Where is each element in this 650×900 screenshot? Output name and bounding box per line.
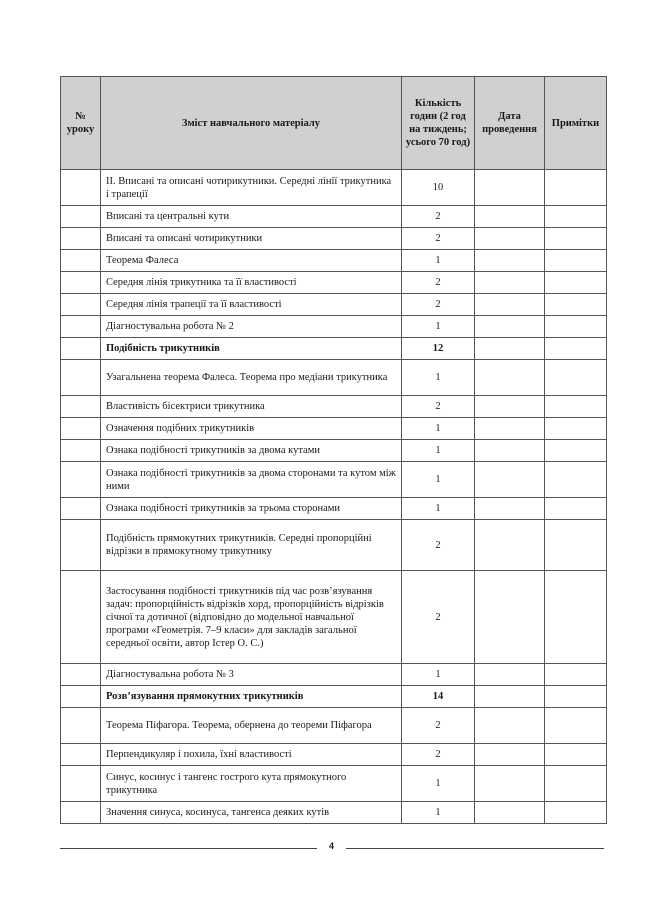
cell-lesson-number: [61, 338, 101, 360]
cell-lesson-number: [61, 396, 101, 418]
lesson-plan-table: [60, 76, 607, 824]
table-row: [61, 571, 607, 664]
footer-rule-right: [346, 848, 604, 849]
cell-topic: Подібність прямокутних трикутників. Середні пропорційні відрізки в прямокутному трикутнику: [101, 520, 402, 571]
cell-topic: Теорема Фалеса: [101, 250, 402, 272]
cell-notes: [545, 520, 607, 571]
cell-notes: [545, 440, 607, 462]
cell-hours: 2: [402, 228, 475, 250]
table-row: [61, 664, 607, 686]
cell-notes: [545, 686, 607, 708]
cell-notes: [545, 396, 607, 418]
cell-date: [475, 418, 545, 440]
table-row: [61, 462, 607, 498]
cell-notes: [545, 294, 607, 316]
cell-notes: [545, 418, 607, 440]
cell-date: [475, 744, 545, 766]
cell-date: [475, 360, 545, 396]
table-row: [61, 294, 607, 316]
cell-topic: Середня лінія трикутника та її властивості: [101, 272, 402, 294]
table-row: [61, 440, 607, 462]
cell-date: [475, 462, 545, 498]
cell-notes: [545, 228, 607, 250]
cell-topic: ІІ. Вписані та описані чотирикутники. Середні лінії трикутника і трапеції: [101, 170, 402, 206]
table-row: [61, 338, 607, 360]
cell-topic: Застосування подібності трикутників під час розв’язування задач: пропорційність відрізків хорд, пропорційність відрізків січної та дотичної (відповідно до модельної навчальної програми «Геометрія. 7–9 класи» для закладів загальної середньої освіти, автор Істер О. С.): [101, 571, 402, 664]
cell-date: [475, 498, 545, 520]
cell-date: [475, 338, 545, 360]
cell-date: [475, 272, 545, 294]
cell-date: [475, 206, 545, 228]
table-header-row: [61, 77, 607, 170]
table-row: [61, 272, 607, 294]
cell-topic: Означення подібних трикутників: [101, 418, 402, 440]
cell-date: [475, 440, 545, 462]
cell-lesson-number: [61, 170, 101, 206]
cell-lesson-number: [61, 418, 101, 440]
cell-hours: 14: [402, 686, 475, 708]
cell-notes: [545, 272, 607, 294]
cell-topic: Значення синуса, косинуса, тангенса деяких кутів: [101, 802, 402, 824]
cell-notes: [545, 744, 607, 766]
cell-lesson-number: [61, 206, 101, 228]
table-row: [61, 316, 607, 338]
table-row: [61, 360, 607, 396]
cell-topic: Діагностувальна робота № 2: [101, 316, 402, 338]
cell-lesson-number: [61, 664, 101, 686]
cell-date: [475, 294, 545, 316]
cell-lesson-number: [61, 686, 101, 708]
cell-date: [475, 708, 545, 744]
table-row: [61, 170, 607, 206]
header-date: Дата проведення: [475, 77, 545, 170]
cell-topic: Синус, косинус і тангенс гострого кута прямокутного трикутника: [101, 766, 402, 802]
cell-lesson-number: [61, 360, 101, 396]
cell-topic: Подібність трикутників: [101, 338, 402, 360]
cell-topic: Ознака подібності трикутників за двома кутами: [101, 440, 402, 462]
cell-topic: Вписані та описані чотирикутники: [101, 228, 402, 250]
cell-date: [475, 316, 545, 338]
cell-hours: 1: [402, 462, 475, 498]
page-number: 4: [328, 841, 334, 851]
cell-topic: Вписані та центральні кути: [101, 206, 402, 228]
cell-notes: [545, 206, 607, 228]
header-lesson-number: № уроку: [61, 77, 101, 170]
table-row: [61, 418, 607, 440]
cell-topic: Властивість бісектриси трикутника: [101, 396, 402, 418]
cell-hours: 2: [402, 272, 475, 294]
cell-date: [475, 802, 545, 824]
cell-lesson-number: [61, 802, 101, 824]
table-row: [61, 766, 607, 802]
cell-hours: 1: [402, 360, 475, 396]
cell-date: [475, 664, 545, 686]
cell-lesson-number: [61, 520, 101, 571]
cell-notes: [545, 766, 607, 802]
cell-notes: [545, 316, 607, 338]
cell-date: [475, 520, 545, 571]
cell-hours: 1: [402, 766, 475, 802]
cell-notes: [545, 360, 607, 396]
cell-notes: [545, 802, 607, 824]
table-row: [61, 686, 607, 708]
cell-notes: [545, 708, 607, 744]
cell-topic: Перпендикуляр і похила, їхні властивості: [101, 744, 402, 766]
cell-hours: 1: [402, 316, 475, 338]
cell-notes: [545, 338, 607, 360]
cell-topic: Розв’язування прямокутних трикутників: [101, 686, 402, 708]
header-hours: Кількість годин (2 год на тиждень; усього 70 год): [402, 77, 475, 170]
header-content: Зміст навчального матеріалу: [101, 77, 402, 170]
cell-hours: 10: [402, 170, 475, 206]
header-notes: Примітки: [545, 77, 607, 170]
cell-notes: [545, 462, 607, 498]
cell-hours: 2: [402, 520, 475, 571]
table-row: [61, 396, 607, 418]
cell-date: [475, 228, 545, 250]
cell-lesson-number: [61, 744, 101, 766]
cell-hours: 2: [402, 571, 475, 664]
cell-topic: Теорема Піфагора. Теорема, обернена до теореми Піфагора: [101, 708, 402, 744]
footer-rule-left: [60, 848, 317, 849]
table-row: [61, 802, 607, 824]
cell-hours: 2: [402, 708, 475, 744]
cell-date: [475, 571, 545, 664]
cell-lesson-number: [61, 571, 101, 664]
cell-date: [475, 250, 545, 272]
cell-hours: 1: [402, 418, 475, 440]
cell-lesson-number: [61, 462, 101, 498]
table-row: [61, 206, 607, 228]
cell-lesson-number: [61, 766, 101, 802]
cell-hours: 2: [402, 396, 475, 418]
cell-hours: 1: [402, 802, 475, 824]
cell-hours: 1: [402, 664, 475, 686]
cell-notes: [545, 498, 607, 520]
cell-topic: Ознака подібності трикутників за двома сторонами та кутом між ними: [101, 462, 402, 498]
cell-lesson-number: [61, 708, 101, 744]
cell-lesson-number: [61, 272, 101, 294]
cell-lesson-number: [61, 498, 101, 520]
cell-notes: [545, 250, 607, 272]
cell-hours: 2: [402, 294, 475, 316]
cell-date: [475, 686, 545, 708]
cell-topic: Діагностувальна робота № 3: [101, 664, 402, 686]
cell-lesson-number: [61, 316, 101, 338]
table-row: [61, 520, 607, 571]
table-row: [61, 708, 607, 744]
table-body: [61, 170, 607, 824]
cell-notes: [545, 664, 607, 686]
table-row: [61, 228, 607, 250]
cell-notes: [545, 170, 607, 206]
table-row: [61, 498, 607, 520]
cell-topic: Середня лінія трапеції та її властивості: [101, 294, 402, 316]
cell-topic: Ознака подібності трикутників за трьома сторонами: [101, 498, 402, 520]
cell-lesson-number: [61, 228, 101, 250]
cell-date: [475, 396, 545, 418]
table-row: [61, 250, 607, 272]
cell-hours: 2: [402, 206, 475, 228]
cell-hours: 1: [402, 440, 475, 462]
cell-lesson-number: [61, 250, 101, 272]
cell-hours: 1: [402, 250, 475, 272]
cell-lesson-number: [61, 440, 101, 462]
cell-notes: [545, 571, 607, 664]
cell-hours: 1: [402, 498, 475, 520]
cell-date: [475, 766, 545, 802]
cell-date: [475, 170, 545, 206]
table-row: [61, 744, 607, 766]
cell-topic: Узагальнена теорема Фалеса. Теорема про медіани трикутника: [101, 360, 402, 396]
cell-lesson-number: [61, 294, 101, 316]
cell-hours: 12: [402, 338, 475, 360]
cell-hours: 2: [402, 744, 475, 766]
